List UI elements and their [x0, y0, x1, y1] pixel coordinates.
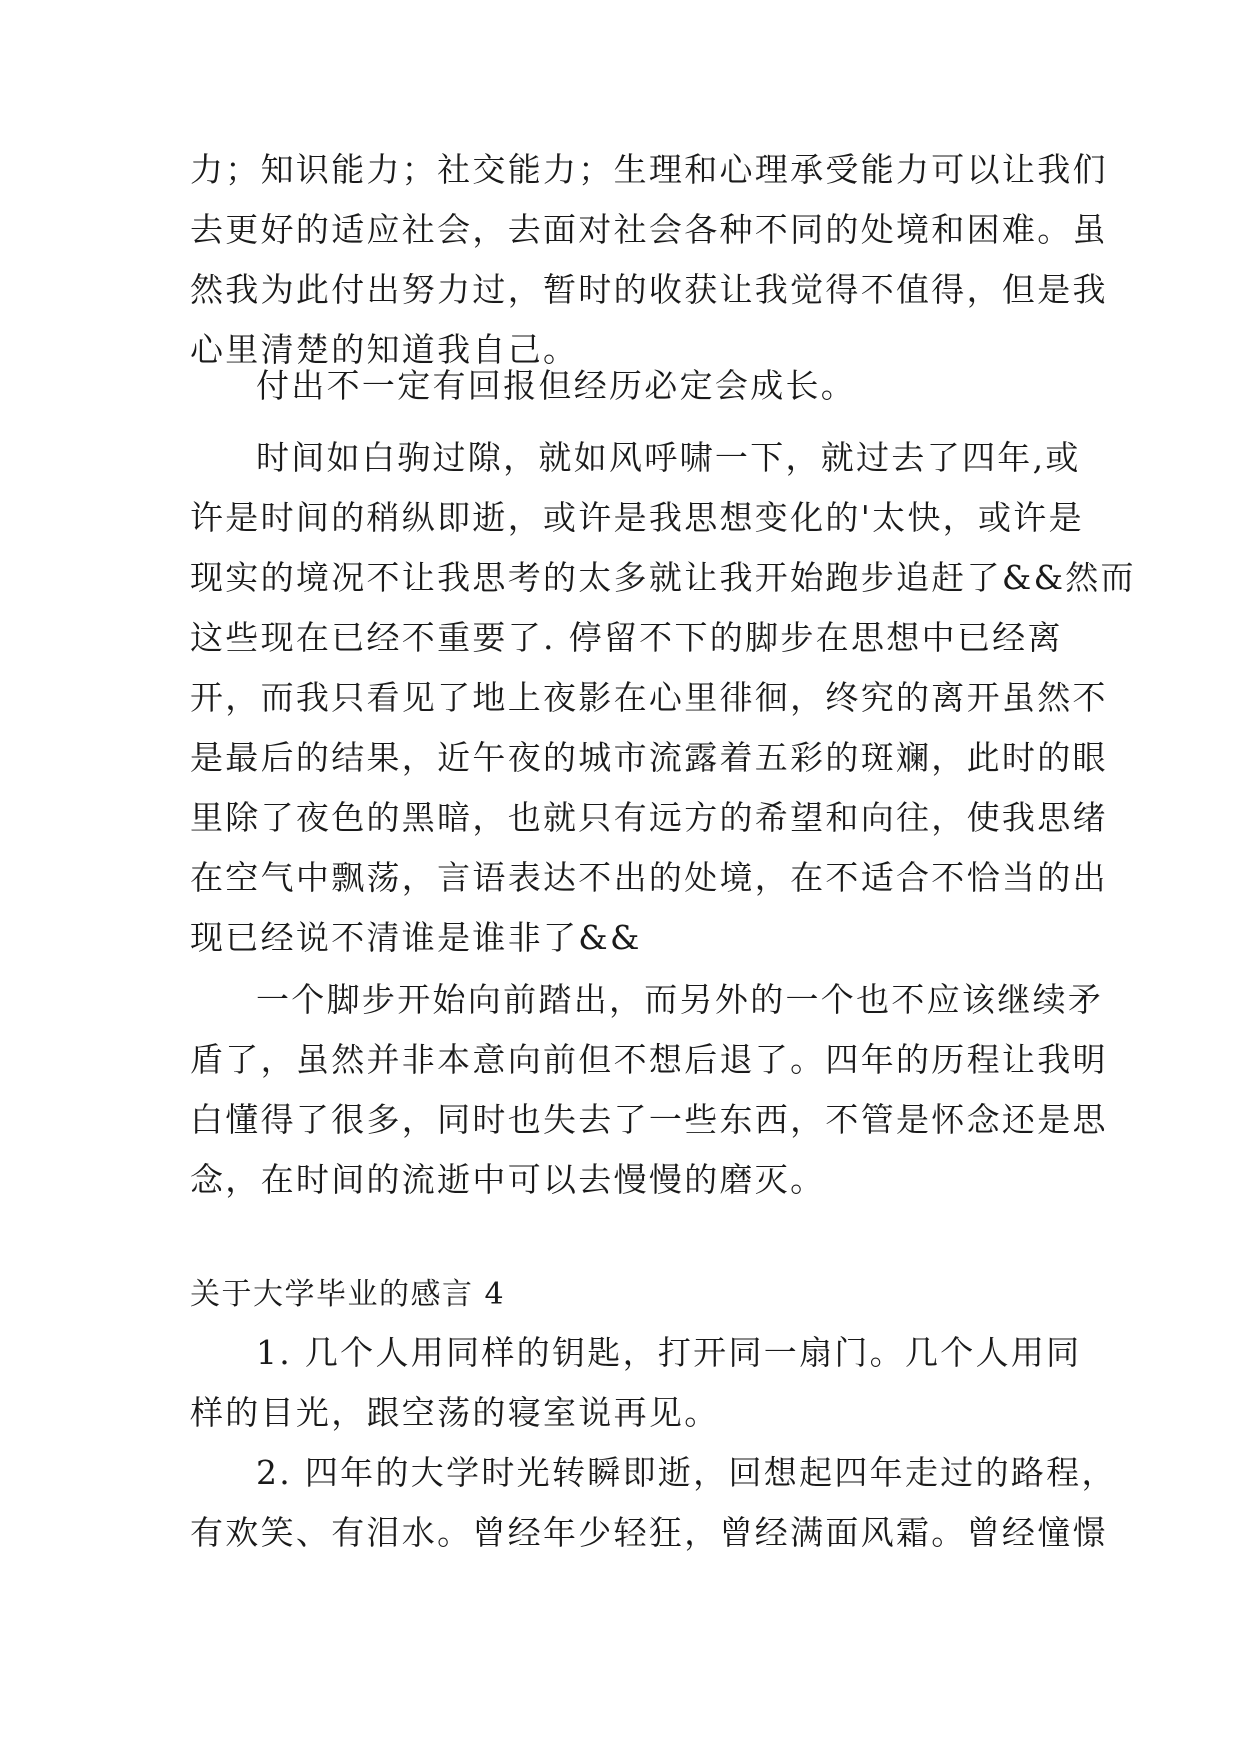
text-line: 时间如白驹过隙，就如风呼啸一下，就过去了四年,或: [256, 438, 1081, 477]
text-line: 样的目光，跟空荡的寝室说再见。: [190, 1393, 720, 1432]
text-line: 一个脚步开始向前踏出，而另外的一个也不应该继续矛: [256, 980, 1104, 1019]
list-item-2: [190, 1443, 1117, 1563]
paragraph-3: [190, 428, 1136, 968]
text-line: 去更好的适应社会，去面对社会各种不同的处境和困难。虽: [190, 210, 1108, 249]
text-line: 盾了，虽然并非本意向前但不想后退了。四年的历程让我明: [190, 1040, 1108, 1079]
text-line: 现实的境况不让我思考的太多就让我开始跑步追赶了&&然而: [190, 558, 1136, 597]
text-line: 在空气中飘荡，言语表达不出的处境，在不适合不恰当的出: [190, 858, 1108, 897]
list-item-1: [190, 1323, 1082, 1443]
paragraph-1: [190, 140, 1108, 380]
text-line: 开，而我只看见了地上夜影在心里徘徊，终究的离开虽然不: [190, 678, 1108, 717]
text-line: 白懂得了很多，同时也失去了一些东西，不管是怀念还是思: [190, 1100, 1108, 1139]
text-line: 力；知识能力；社交能力；生理和心理承受能力可以让我们: [190, 150, 1108, 189]
section-heading: 关于大学毕业的感言 4: [190, 1277, 506, 1312]
paragraph-2: [190, 356, 1052, 416]
section-heading-block: [190, 1265, 1052, 1325]
text-line: 2. 四年的大学时光转瞬即逝，回想起四年走过的路程，: [256, 1453, 1117, 1492]
text-line: 这些现在已经不重要了. 停留不下的脚步在思想中已经离: [190, 618, 1063, 657]
text-line: 有欢笑、有泪水。曾经年少轻狂，曾经满面风霜。曾经憧憬: [190, 1513, 1108, 1552]
text-line: 是最后的结果，近午夜的城市流露着五彩的斑斓，此时的眼: [190, 738, 1108, 777]
text-line: 现已经说不清谁是谁非了&&: [190, 918, 642, 957]
paragraph-4: [190, 970, 1108, 1210]
text-line: 1. 几个人用同样的钥匙，打开同一扇门。几个人用同: [256, 1333, 1082, 1372]
text-line: 念，在时间的流逝中可以去慢慢的磨灭。: [190, 1160, 826, 1199]
text-line: 心里清楚的知道我自己。: [190, 330, 579, 369]
text-line: 付出不一定有回报但经历必定会成长。: [256, 366, 857, 405]
text-line: 然我为此付出努力过，暂时的收获让我觉得不值得，但是我: [190, 270, 1108, 309]
text-line: 里除了夜色的黑暗，也就只有远方的希望和向往，使我思绪: [190, 798, 1108, 837]
text-line: 许是时间的稍纵即逝，或许是我思想变化的'太快，或许是: [190, 498, 1084, 537]
